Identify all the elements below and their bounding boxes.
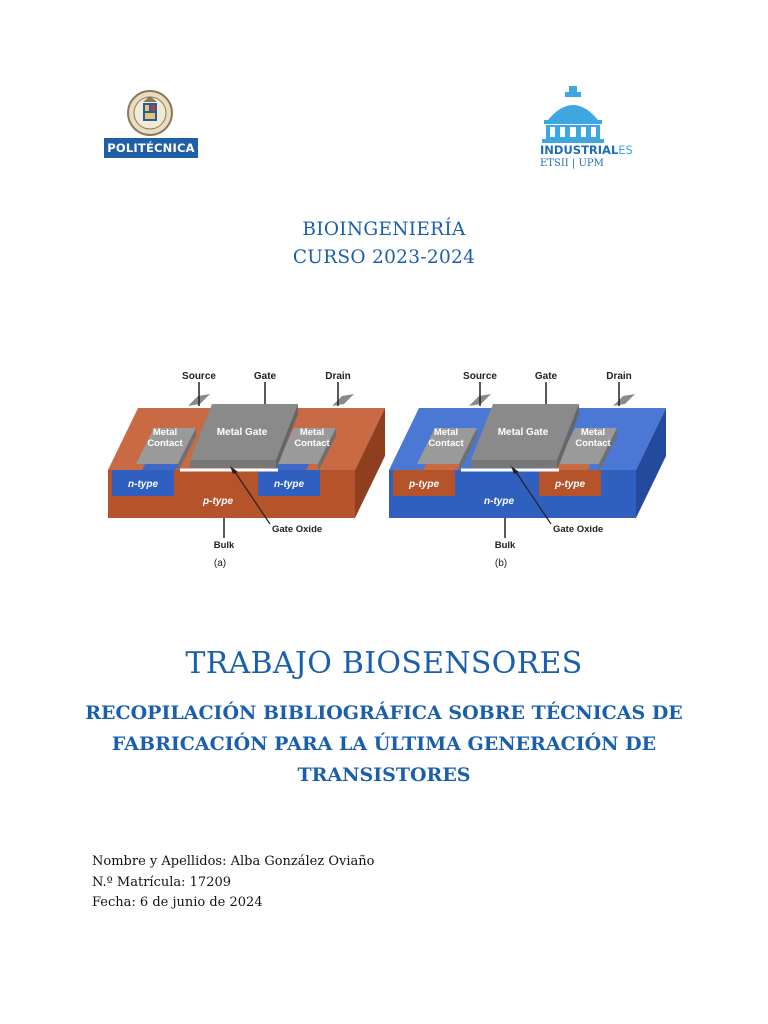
panel-b-right-well-label: p-type xyxy=(555,479,585,490)
panel-b-right-contact-l2: Contact xyxy=(575,438,611,449)
panel-a-right-well-label: n-type xyxy=(274,479,304,490)
panel-a-bulk-label: Bulk xyxy=(213,540,235,551)
panel-a-substrate-label: p-type xyxy=(203,496,233,507)
panel-a-left-contact-l2: Contact xyxy=(147,438,183,449)
panel-a-drain-label: Drain xyxy=(325,371,351,382)
panel-a-gate-label: Gate xyxy=(253,371,277,382)
panel-b-left-well-label: p-type xyxy=(409,479,439,490)
subtitle-line-2: FABRICACIÓN PARA LA ÚLTIMA GENERACIÓN DE xyxy=(111,733,657,755)
panel-b-source-label: Source xyxy=(463,371,497,382)
panel-b xyxy=(389,371,666,569)
upm-seal-icon xyxy=(126,88,174,138)
student-id: N.º Matrícula: 17209 xyxy=(92,874,232,890)
etsii-logo-sub: ETSII | UPM xyxy=(540,158,604,169)
panel-a xyxy=(108,371,385,569)
panel-b-gate-label: Gate xyxy=(534,371,558,382)
etsii-logo xyxy=(536,86,656,170)
author-info xyxy=(92,852,374,914)
panel-a-left-contact-l1: Metal xyxy=(152,427,178,438)
panel-b-right-contact-l1: Metal xyxy=(580,427,606,438)
upm-logo-text: POLITÉCNICA xyxy=(104,138,198,158)
author-name: Nombre y Apellidos: Alba González Oviaño xyxy=(92,854,375,869)
upm-logo xyxy=(104,88,198,160)
panel-b-drain-label: Drain xyxy=(606,371,632,382)
panel-b-caption: (b) xyxy=(494,558,508,569)
main-title: TRABAJO BIOSENSORES xyxy=(185,646,583,681)
course-year: CURSO 2023-2024 xyxy=(292,247,476,268)
panel-a-source-label: Source xyxy=(182,371,216,382)
panel-b-gate-oxide-label: Gate Oxide xyxy=(553,524,604,535)
panel-b-metal-gate-label: Metal Gate xyxy=(497,427,549,438)
panel-b-bulk-label: Bulk xyxy=(494,540,516,551)
etsii-logo-name: INDUSTRIALES xyxy=(540,143,633,157)
subject-title: BIOINGENIERÍA xyxy=(302,219,466,240)
panel-b-left-contact-l1: Metal xyxy=(433,427,459,438)
subtitle-line-1: RECOPILACIÓN BIBLIOGRÁFICA SOBRE TÉCNICAS DE xyxy=(85,702,683,724)
panel-a-gate-oxide-label: Gate Oxide xyxy=(272,524,323,535)
date: Fecha: 6 de junio de 2024 xyxy=(92,895,263,910)
panel-a-metal-gate-label: Metal Gate xyxy=(216,427,268,438)
subtitle-line-3: TRANSISTORES xyxy=(297,764,471,786)
subtitle xyxy=(84,698,684,791)
dome-icon xyxy=(538,86,608,144)
mosfet-figure xyxy=(100,360,670,580)
panel-a-left-well-label: n-type xyxy=(128,479,158,490)
panel-a-caption: (a) xyxy=(213,558,227,569)
panel-b-left-contact-l2: Contact xyxy=(428,438,464,449)
panel-a-right-contact-l2: Contact xyxy=(294,438,330,449)
panel-b-substrate-label: n-type xyxy=(484,496,514,507)
panel-a-right-contact-l1: Metal xyxy=(299,427,325,438)
